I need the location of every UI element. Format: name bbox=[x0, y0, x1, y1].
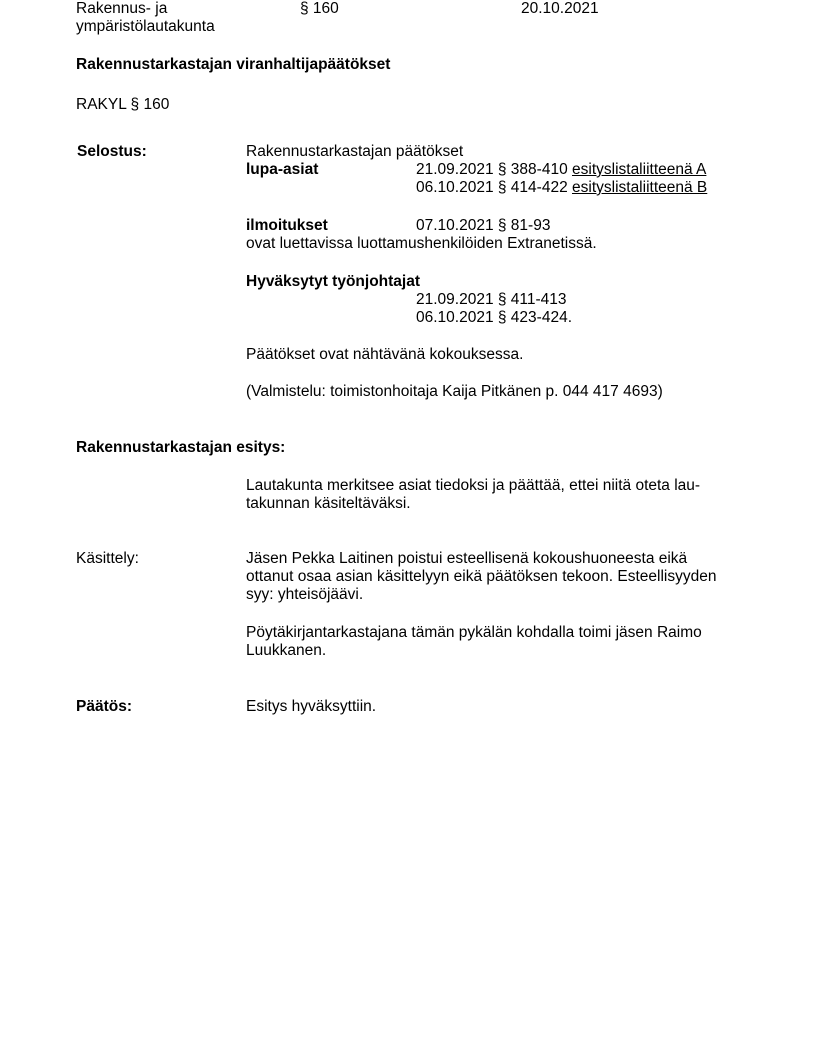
committee-name-line2: ympäristölautakunta bbox=[76, 18, 215, 35]
valmistelu-text: (Valmistelu: toimistonhoitaja Kaija Pitkänen p. 044 417 4693) bbox=[246, 383, 663, 400]
lupa-row-2 bbox=[416, 179, 707, 197]
tyonjohtajat-label: Hyväksytyt työnjohtajat bbox=[246, 273, 420, 290]
meeting-date: 20.10.2021 bbox=[521, 0, 599, 17]
kasittely-p2-line-1: Pöytäkirjantarkastajana tämän pykälän kohdalla toimi jäsen Raimo bbox=[246, 624, 702, 641]
selostus-label: Selostus: bbox=[77, 143, 147, 160]
attachment-b-link[interactable]: esityslistaliitteenä B bbox=[572, 179, 708, 196]
selostus-intro: Rakennustarkastajan päätökset bbox=[246, 143, 464, 160]
esitys-line-1: Lautakunta merkitsee asiat tiedoksi ja päättää, ettei niitä oteta lau- bbox=[246, 477, 701, 494]
lupa-asiat-label: lupa-asiat bbox=[246, 161, 319, 178]
esitys-label: Rakennustarkastajan esitys: bbox=[76, 439, 286, 456]
paatos-label: Päätös: bbox=[76, 698, 132, 715]
lupa-row-1-text: 21.09.2021 § 388-410 bbox=[416, 161, 572, 178]
section-number: § 160 bbox=[300, 0, 339, 17]
ilmoitukset-value: 07.10.2021 § 81-93 bbox=[416, 217, 551, 234]
lupa-row-2-text: 06.10.2021 § 414-422 bbox=[416, 179, 572, 196]
extranet-text: ovat luettavissa luottamushenkilöiden Extranetissä. bbox=[246, 235, 597, 252]
kasittely-p2-line-2: Luukkanen. bbox=[246, 642, 327, 659]
kasittely-label: Käsittely: bbox=[76, 550, 139, 567]
reference-number: RAKYL § 160 bbox=[76, 96, 170, 113]
committee-name-line1: Rakennus- ja bbox=[76, 0, 168, 17]
esitys-line-2: takunnan käsiteltäväksi. bbox=[246, 495, 411, 512]
attachment-a-link[interactable]: esityslistaliitteenä A bbox=[572, 161, 707, 178]
document-title: Rakennustarkastajan viranhaltijapäätökset bbox=[76, 56, 391, 73]
lupa-row-1 bbox=[416, 161, 706, 179]
kasittely-p1-line-3: syy: yhteisöjäävi. bbox=[246, 586, 364, 603]
paatos-value: Esitys hyväksyttiin. bbox=[246, 698, 377, 715]
nahtavana-text: Päätökset ovat nähtävänä kokouksessa. bbox=[246, 346, 524, 363]
kasittely-p1-line-1: Jäsen Pekka Laitinen poistui esteellisenä kokoushuoneesta eikä bbox=[246, 550, 688, 567]
kasittely-p1-line-2: ottanut osaa asian käsittelyyn eikä päätöksen tekoon. Esteellisyyden bbox=[246, 568, 717, 585]
tyonjohtajat-row-2: 06.10.2021 § 423-424. bbox=[416, 309, 572, 326]
ilmoitukset-label: ilmoitukset bbox=[246, 217, 328, 234]
tyonjohtajat-row-1: 21.09.2021 § 411-413 bbox=[416, 291, 567, 308]
